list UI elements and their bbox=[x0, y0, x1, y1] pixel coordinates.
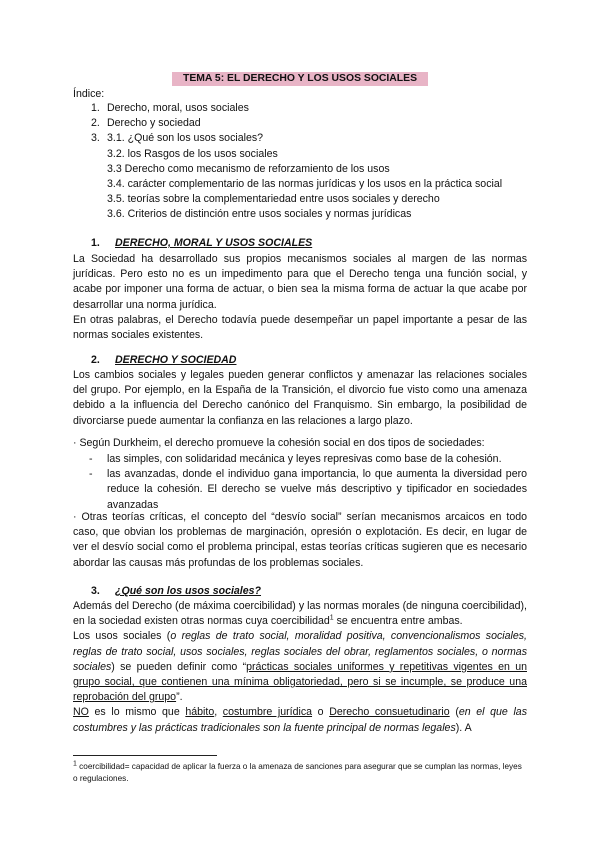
critical-theories-paragraph: · Otras teorías críticas, el concepto del “desvío social” serían mecanismos arcaicos en todo caso, que obvian los problemas de marginación, opresión o explotación. Es decir, en lugar de ver el desvío social como el problema principal, estas teorías críticas sugieren que es necesario abordar las causas más profundas de los problemas sociales. bbox=[73, 511, 527, 569]
section-1-heading: 1. DERECHO, MORAL Y USOS SOCIALES bbox=[91, 237, 313, 249]
paragraph: La Sociedad ha desarrollado sus propios mecanismos sociales al margen de las normas jurídicas. Pero esto no es un impedimento para que el Derecho tenga una función social, y acabe por imponer una forma de actuar, o bien sea la misma forma de actuar la que acabe por desarrollar una norma jurídica. bbox=[73, 253, 527, 311]
section-3-body bbox=[73, 599, 527, 736]
footnote: $^1$ coercibilidad= capacidad de aplicar la fuerza o la amenaza de sanciones para asegurar que se cumplan las normas, leyes o regulaciones. bbox=[73, 760, 522, 783]
toc-item: 3.5. teorías sobre la complementariedad entre usos sociales y derecho bbox=[107, 193, 440, 206]
toc-item: 3.3 Derecho como mecanismo de reforzamiento de los usos bbox=[107, 162, 390, 175]
section-2-heading: 2. DERECHO Y SOCIEDAD bbox=[91, 354, 237, 366]
section-2-paragraph: Los cambios sociales y legales pueden generar conflictos y amenazar las relaciones sociales del grupo. Por ejemplo, en la España de la Transición, el divorcio fue visto como una amenaza debido a la influencia del Derecho canónico del Franquismo. Sin embargo, la posibilidad de divorciarse puede aumentar la confianza en las relaciones a largo plazo. bbox=[73, 369, 527, 427]
list-item: - las avanzadas, donde el individuo gana importancia, lo que aumenta la diversidad pero reduce la cohesión. El derecho se vuelve más descriptivo y tipificador en sociedades avanzadas bbox=[73, 467, 527, 513]
table-of-contents bbox=[91, 101, 502, 223]
durkheim-paragraph: · Según Durkheim, el derecho promueve la cohesión social en dos tipos de sociedades: bbox=[73, 437, 485, 449]
toc-item: 3. 3.1. ¿Qué son los usos sociales? bbox=[91, 132, 264, 145]
toc-item: 2. Derecho y sociedad bbox=[91, 117, 201, 130]
definition-text: prácticas sociales uniformes y repetitivas vigentes en un grupo social, que contienen una mínima obligatoriedad, pero si se incumple, se produce una reprobación del grupo bbox=[73, 660, 527, 704]
toc-item: 3.2. los Rasgos de los usos sociales bbox=[107, 147, 278, 160]
section-3-heading: 3. ¿Qué son los usos sociales? bbox=[91, 585, 262, 597]
footnote-ref[interactable]: 1 bbox=[329, 614, 334, 622]
dash-list bbox=[73, 452, 527, 513]
toc-item: 3.4. carácter complementario de las normas jurídicas y los usos en la práctica social bbox=[107, 178, 503, 191]
paragraph: Los usos sociales (o reglas de trato social, moralidad positiva, convencionalismos sociales, reglas de trato social, usos sociales, reglas sociales del obrar, reglamentos sociales, o normas sociales) se pueden definir como “prácticas sociales uniformes y repetitivas vigentes en un grupo social, que contienen una mínima obligatoriedad, pero si se incumple, se produce una reprobación del grupo”. bbox=[73, 630, 528, 704]
page-title: TEMA 5: EL DERECHO Y LOS USOS SOCIALES bbox=[172, 72, 428, 86]
section-1-body bbox=[73, 252, 527, 343]
list-item: - las simples, con solidaridad mecánica y leyes represivas como base de la cohesión. bbox=[73, 452, 527, 467]
paragraph: Además del Derecho (de máxima coercibilidad) y las normas morales (de ninguna coercibilidad), en la sociedad existen otras normas cuya coercibilidad$^1$ se encuentra entre ambas. bbox=[73, 600, 527, 628]
toc-item: 1. Derecho, moral, usos sociales bbox=[91, 102, 249, 114]
paragraph: En otras palabras, el Derecho todavía puede desempeñar un papel importante a pesar de las normas sociales existentes. bbox=[73, 313, 527, 342]
footnote-divider bbox=[73, 755, 217, 756]
index-label: Índice: bbox=[73, 88, 105, 100]
toc-item: 3.6. Criterios de distinción entre usos sociales y normas jurídicas bbox=[107, 208, 412, 221]
paragraph: NO es lo mismo que hábito, costumbre jurídica o Derecho consuetudinario (en el que las costumbres y las prácticas tradicionales son la fuente principal de normas legales). A bbox=[73, 706, 527, 734]
